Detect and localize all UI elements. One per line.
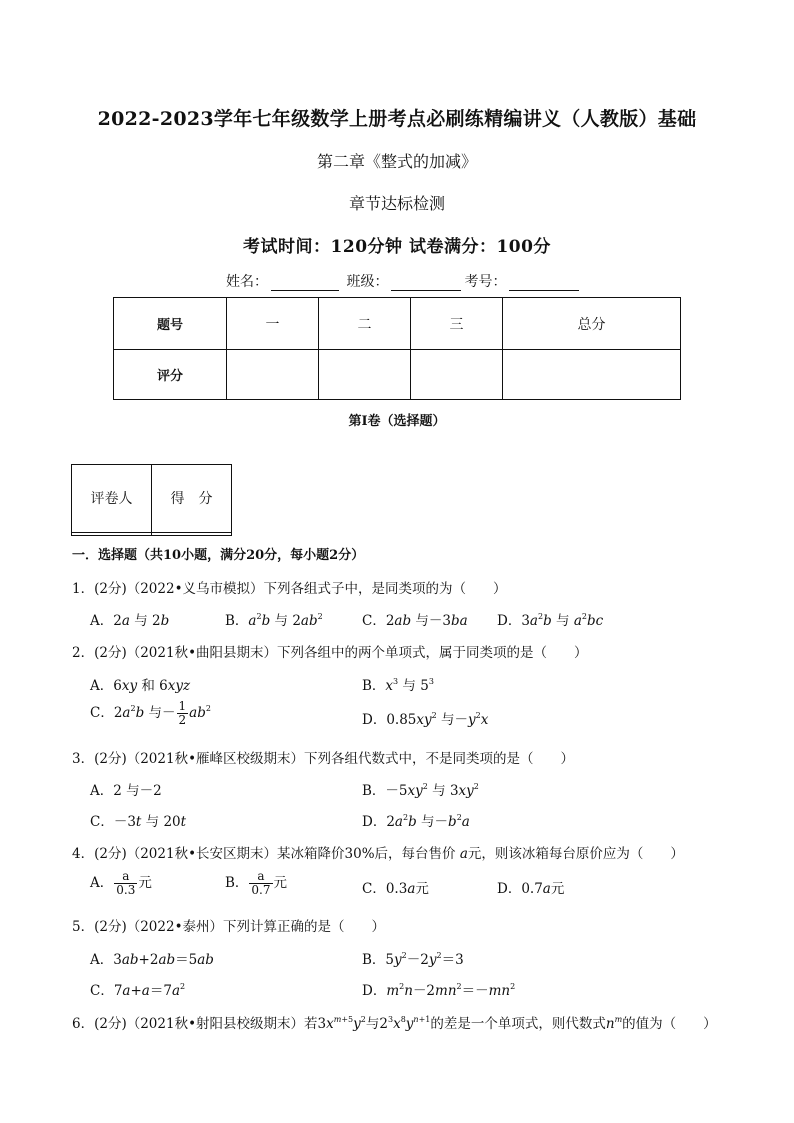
q5-option-c[interactable]: C．$7a+a=7a^2$ [90,982,186,999]
q5-option-a[interactable]: A．3ab+2ab＝5ab [90,952,214,968]
grader-header: 评卷人 [72,465,152,533]
score-row-label: 评分 [114,350,227,400]
score-header: 得 分 [152,465,232,533]
q4-stem-tail: 元，则该冰箱每台原价应为（ ） [467,846,684,862]
name-blank[interactable] [271,277,339,291]
q3-option-c[interactable]: C．－3t 与 20t [90,814,187,830]
score-header-cell: 一 [227,298,319,350]
q6-stem-part-c: 的差是一个单项式，则代数式 [430,1016,606,1032]
section-title: 第Ⅰ卷（选择题） [348,414,446,429]
score-table-score-row [114,350,681,400]
question-1-stem: 1．(2分)（2022•义乌市模拟）下列各组式子中，是同类项的为（ ） [72,581,507,597]
doc-title: 2022-2023学年七年级数学上册考点必刷练精编讲义（人教版）基础 [97,108,697,130]
q4-option-b[interactable]: B． $\frac{a}{0.7}$ 元 [225,869,288,897]
score-table [113,297,681,400]
q2-option-b[interactable]: B．$x^3$ 与 $5^3$ [362,677,434,694]
score-cell[interactable] [503,350,681,400]
q6-stem-part-d: 的值为（ ） [622,1016,717,1032]
q5-option-b[interactable]: B．$5y^2-2y^2=3$ [362,951,464,968]
fraction: $\frac{a}{0.3}$ [116,869,136,897]
class-blank[interactable] [391,277,461,291]
exam-info: 考试时间：120分钟 试卷满分：100分 [243,237,551,257]
chapter-title: 第二章《整式的加减》 [316,152,477,171]
name-label: 姓名： [226,274,268,290]
q6-stem-part-a: 6．(2分)（2021秋•射阳县校级期末）若 [72,1016,318,1032]
subtitle: 章节达标检测 [348,194,445,213]
q2-option-d[interactable]: D．$0.85xy^2$ 与$-y^2x$ [362,711,489,728]
q6-stem-part-b: 与 [365,1016,380,1032]
score-cell[interactable] [227,350,319,400]
grader-cell[interactable] [72,532,152,535]
q4-stem-text: 4．(2分)（2021秋•长安区期末）某冰箱降价30%后，每台售价 [72,846,456,862]
q3-option-a[interactable]: A．2 与－2 [90,783,162,799]
grader-table [71,464,232,536]
score-table-header-row [114,298,681,350]
q3-option-b[interactable]: B．$-5xy^2$ 与 $3xy^2$ [362,782,479,799]
q1-option-d[interactable]: D．$3a^2b$ 与 $a^2bc$ [497,612,604,629]
q1-option-b[interactable]: B．$a^2b$ 与 $2ab^2$ [225,612,323,629]
number-label: 考号： [464,274,507,290]
part-title: 一．选择题（共10小题，满分20分，每小题2分） [72,548,365,563]
q1-option-c[interactable]: C．2ab 与－3ba [362,613,468,629]
question-2-stem: 2．(2分)（2021秋•曲阳县期末）下列各组中的两个单项式，属于同类项的是（ ） [72,645,588,661]
q3-option-d[interactable]: D．$2a^2b$ 与$-b^2a$ [362,813,470,830]
score-cell[interactable] [411,350,503,400]
score-header-cell: 总分 [503,298,681,350]
fraction: $\frac{a}{0.7}$ [251,869,271,897]
q1-option-a[interactable]: A．2a 与 2b [90,613,170,629]
question-3-stem: 3．(2分)（2021秋•雁峰区校级期末）下列各组代数式中，不是同类项的是（ ） [72,751,575,767]
q4-stem-variable: a [459,846,468,862]
fraction: $\frac{1}{2}$ [178,699,187,727]
question-6-stem: 6．(2分)（2021秋•射阳县校级期末）若$3x^{m+5}y^2$与$2^3x^8y^{n+1}$的差是一个单项式，则代数式$n^m$的值为（ ） [72,1015,717,1032]
score-header-cell: 二 [319,298,411,350]
q4-option-d[interactable]: D．0.7a元 [497,881,565,897]
q2-option-c[interactable]: C．$2a^2b$ 与－ $\frac{1}{2}$ $ab^2$ [90,699,211,727]
score-header-cell: 题号 [114,298,227,350]
question-4-stem [72,842,684,862]
q4-option-a[interactable]: A． $\frac{a}{0.3}$ 元 [90,869,152,897]
score-cell[interactable] [319,350,411,400]
score-header-cell: 三 [411,298,503,350]
class-label: 班级： [346,274,389,290]
q2-option-a[interactable]: A．6xy 和 6xyz [90,678,191,694]
student-info-line [226,271,582,291]
grader-score-cell[interactable] [152,532,232,535]
q4-option-c[interactable]: C．0.3a元 [362,881,429,897]
q5-option-d[interactable]: D．$m^2n-2mn^2=-mn^2$ [362,982,516,999]
question-5-stem: 5．(2分)（2022•泰州）下列计算正确的是（ ） [72,919,386,935]
number-blank[interactable] [509,277,579,291]
